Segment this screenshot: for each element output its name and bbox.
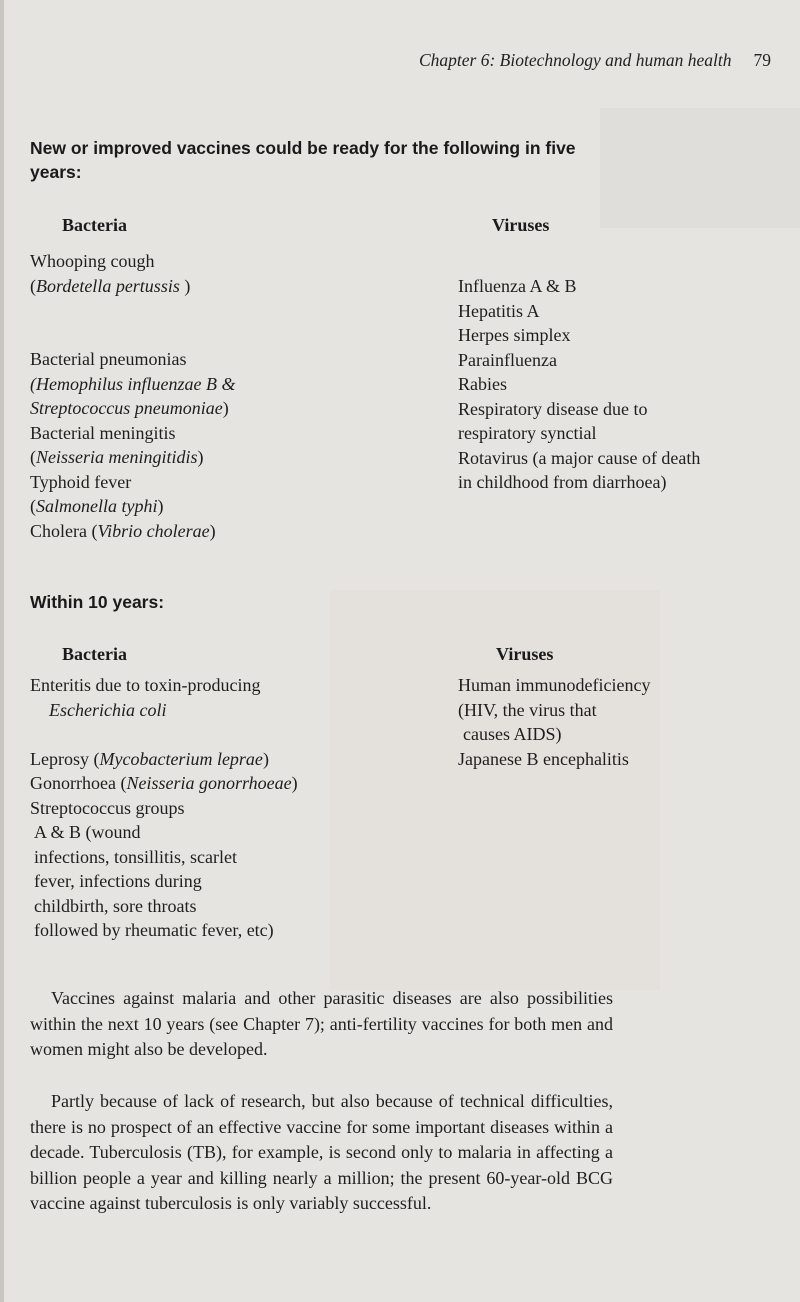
viruses-heading-10yr: Viruses (496, 644, 554, 664)
list-item: Enteritis due to toxin-producing (30, 675, 261, 695)
list-item: A & B (wound (34, 822, 141, 842)
list-item: Leprosy (Mycobacterium leprae) (30, 748, 269, 769)
list-item: Influenza A & B (458, 276, 577, 296)
list-item: Escherichia coli (49, 699, 167, 720)
list-item: Bacterial meningitis (30, 422, 176, 443)
list-item: (Salmonella typhi) (30, 496, 164, 516)
list-item: Cholera (Vibrio cholerae) (30, 520, 216, 541)
five-year-heading: New or improved vaccines could be ready for the following in five years: (30, 138, 576, 182)
list-item: (Hemophilus influenzae B & (30, 373, 236, 394)
list-item: in childhood from diarrhoea) (458, 472, 667, 492)
chapter-title: Chapter 6: Biotechnology and human health (418, 50, 732, 70)
list-item: childbirth, sore throats (34, 895, 197, 916)
list-item: Human immunodeficiency (458, 675, 651, 695)
bacteria-heading-10yr: Bacteria (62, 644, 127, 664)
list-item: respiratory synctial (458, 423, 597, 443)
list-item: Whooping cough (30, 251, 155, 271)
paragraph-tuberculosis: Partly because of lack of research, but also because of technical difficulties, there is no prospect of an effective vaccine for some important diseases within a decade. Tuberculosis (TB), for example, is second only to malaria in affecting a billion people a year and killing nearly a million; the present 60-year-old BCG vaccine against tuberculosis is only variably successful. (30, 1091, 613, 1213)
list-item: Gonorrhoea (Neisseria gonorrhoeae) (30, 773, 298, 793)
list-item: Typhoid fever (30, 471, 132, 492)
list-item: infections, tonsillitis, scarlet (34, 846, 237, 867)
list-item: Rabies (458, 374, 507, 394)
list-item: (HIV, the virus that (458, 699, 597, 720)
list-item: Parainfluenza (458, 349, 557, 370)
list-item: Bacterial pneumonias (30, 349, 187, 369)
viruses-heading-5yr: Viruses (492, 215, 550, 235)
list-item: Japanese B encephalitis (458, 748, 629, 769)
list-item: fever, infections during (34, 871, 202, 891)
bacteria-list-5yr (30, 249, 235, 543)
page-number: 79 (753, 50, 771, 70)
page-edge-shadow (0, 0, 4, 1302)
list-item: Streptococcus groups (30, 797, 185, 818)
bacteria-heading-5yr: Bacteria (62, 215, 127, 235)
list-item: Rotavirus (a major cause of death (458, 447, 701, 468)
paragraph-vaccines-malaria: Vaccines against malaria and other parasitic diseases are also possibilities within the next 10 years (see Chapter 7); anti-fertility vaccines for both men and women might also be developed. (30, 988, 613, 1059)
bacteria-list-10yr (30, 673, 298, 943)
list-item: Hepatitis A (458, 300, 540, 321)
list-item: (Neisseria meningitidis) (30, 447, 204, 467)
list-item: Herpes simplex (458, 325, 571, 345)
ten-year-heading: Within 10 years: (30, 592, 165, 612)
list-item: causes AIDS) (463, 724, 562, 744)
list-item: Respiratory disease due to (458, 398, 648, 419)
list-item: followed by rheumatic fever, etc) (34, 920, 274, 940)
list-item: Streptococcus pneumoniae) (30, 398, 229, 418)
viruses-list-5yr (458, 274, 700, 495)
list-item: (Bordetella pertussis ) (30, 275, 191, 296)
show-through-shade-lower (330, 590, 660, 990)
show-through-shade (600, 108, 800, 228)
viruses-list-10yr (458, 673, 650, 771)
running-header (0, 50, 771, 71)
